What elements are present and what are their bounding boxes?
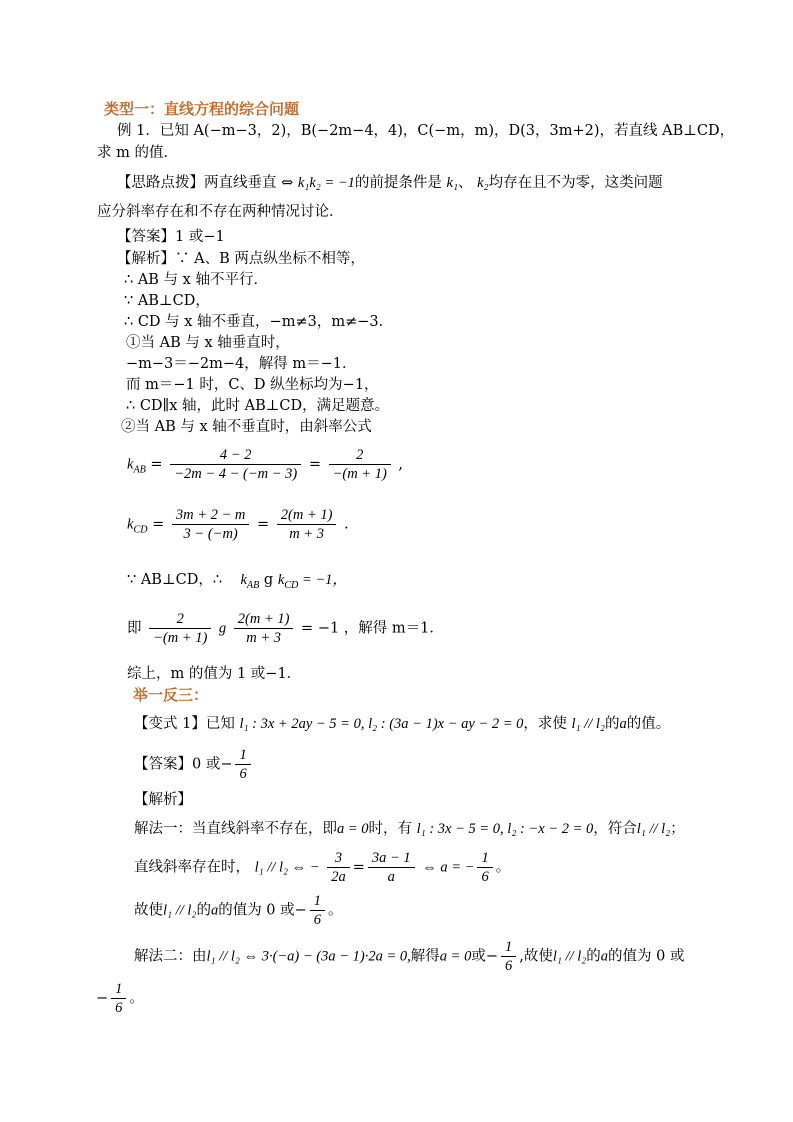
method2-last-line: − $\frac{1}{6}$ 。 — [96, 981, 144, 1016]
hint-text-g: 均存在且不为零，这类问题 — [488, 175, 663, 191]
kcd-fraction-1: $\frac{3m + 2 - m}{3 - (-m)}$ — [172, 506, 250, 543]
kab-fraction-2: $\frac{2}{-(m + 1)}$ — [329, 446, 391, 483]
answer: 【答案】1 或−1 — [117, 229, 225, 245]
kcd-fraction-2: $\frac{2(m + 1)}{m + 3}$ — [277, 506, 337, 543]
hint-k2: k₂ — [477, 175, 489, 191]
ji-equation: 即 $\frac{2}{-(m + 1)}$ g $\frac{2(m + 1)}{m + 3}$ = −1 ，解得 m＝1． — [127, 611, 444, 646]
method1-line: 解法一：当直线斜率不存在，即a = 0时，有 l₁ : 3x − 5 = 0, l₂ : −x − 2 = 0，符合l₁ // l₂； — [134, 821, 685, 837]
solution-line: ∴ CD 与 x 轴不垂直，−m≠3，m≠−3． — [124, 314, 394, 330]
solution-line: ①当 AB 与 x 轴垂直时， — [126, 335, 290, 351]
variant1-answer: 【答案】0 或− $\frac{1}{6}$ — [134, 746, 254, 783]
ji-fraction-2: $\frac{2(m + 1)}{m + 3}$ — [234, 610, 294, 647]
hint-text-a: 【思路点拨】两直线垂直 — [117, 175, 277, 191]
example1-question-line2: 求 m 的值． — [97, 145, 178, 161]
section-heading-type1: 类型一：直线方程的综合问题 — [104, 100, 300, 118]
hint-sep: 、 — [458, 175, 473, 191]
hint-line2: 应分斜率存在和不存在两种情况讨论． — [97, 204, 344, 220]
solution-line: ∴ AB 与 x 轴不平行． — [124, 272, 268, 288]
kcd-equation: $k_{CD}$ = $\frac{3m + 2 - m}{3 - (-m)}$ = $\frac{2(m + 1)}{m + 3}$ . — [127, 507, 349, 542]
kab-fraction-1: $\frac{4 - 2}{-2m - 4 - (-m - 3)}$ — [170, 446, 301, 483]
variant1-question: 【变式 1】已知 l₁ : 3x + 2ay − 5 = 0, l₂ : (3a − 1)x − ay − 2 = 0，求使 l₁ // l₂的a的值。 — [134, 716, 671, 732]
solution-line: ∴ CD∥x 轴，此时 AB⊥CD，满足题意。 — [126, 398, 390, 414]
hint-line1 — [117, 173, 663, 193]
section-heading-variant: 举一反三： — [133, 686, 209, 704]
solution-line: 【解析】∵ A、B 两点纵坐标不相等， — [117, 251, 365, 267]
method1-slope-line: 直线斜率存在时， l₁ // l₂ ⇔ − $\frac{3}{2a}$ = $\frac{3a - 1}{a}$ ⇔ a = − $\frac{1}{6}$ 。 — [134, 850, 511, 885]
method2-line: 解法二：由l₁ // l₂ ⇔ 3·(−a) − (3a − 1)·2a = 0,解得a = 0或− $\frac{1}{6}$ ,故使l₁ // l₂的a的值为 0 或 — [134, 939, 685, 974]
variant1-jiexi: 【解析】 — [134, 792, 192, 808]
kab-equation: $k_{AB}$ = $\frac{4 - 2}{-2m - 4 - (-m - 3)}$ = $\frac{2}{-(m + 1)}$ , — [127, 447, 404, 482]
answer-fraction: $\frac{1}{6}$ — [235, 746, 250, 783]
perpendicular-condition: ∵ AB⊥CD，∴ $k_{AB}$ g $k_{CD} = -1$， — [127, 572, 347, 591]
solution-line: ∵ AB⊥CD， — [124, 293, 210, 309]
hint-text-c: 的前提条件是 — [354, 175, 442, 191]
solution-line: 而 m＝−1 时，C、D 纵坐标均为−1， — [126, 377, 379, 393]
iff-icon: ⇔ — [281, 175, 294, 191]
method1-conclusion: 故使l₁ // l₂的a的值为 0 或− $\frac{1}{6}$ 。 — [134, 893, 343, 928]
example1-question-line1: 例 1．已知 A(−m−3，2)，B(−2m−4，4)，C(−m，m)，D(3，3m+2)，若直线 AB⊥CD， — [117, 123, 735, 139]
hint-k1: k₁ — [446, 175, 458, 191]
solution-line: −m−3＝−2m−4，解得 m＝−1． — [126, 356, 357, 372]
ji-fraction-1: $\frac{2}{-(m + 1)}$ — [149, 610, 211, 647]
solution-line: ②当 AB 与 x 轴不垂直时，由斜率公式 — [121, 419, 372, 435]
conclusion: 综上，m 的值为 1 或−1． — [127, 666, 302, 682]
hint-formula: k₁k₂ = −1 — [297, 175, 355, 191]
